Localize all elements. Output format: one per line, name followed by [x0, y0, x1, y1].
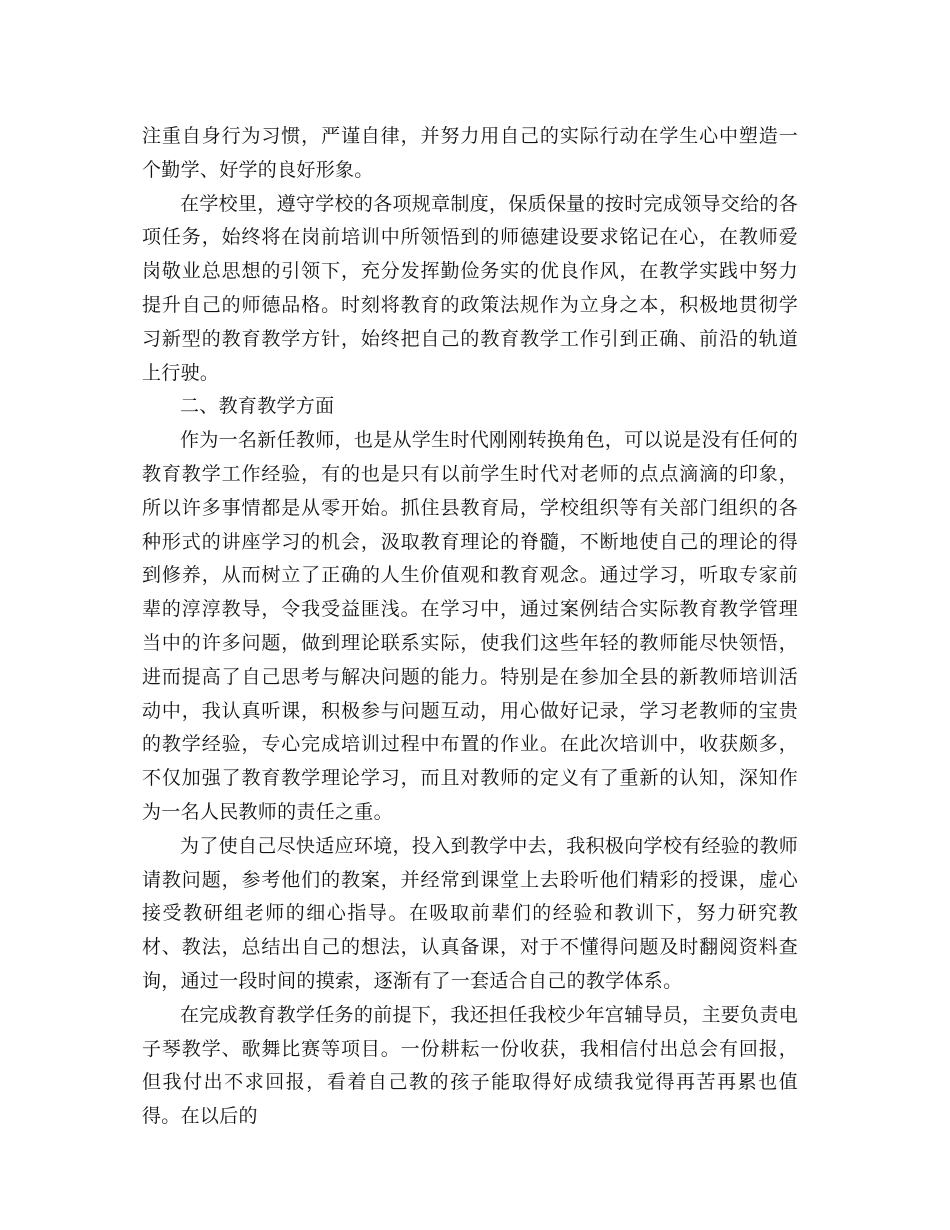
document-body	[142, 120, 798, 1134]
paragraph-adapt-environment: 为了使自己尽快适应环境，投入到教学中去，我积极向学校有经验的教师请教问题，参考他们的教案，并经常到课堂上去聆听他们精彩的授课，虚心接受教研组老师的细心指导。在吸取前辈们的经验和教训下，努力研究教材、教法，总结出自己的想法，认真备课，对于不懂得问题及时翻阅资料查询，通过一段时间的摸索，逐渐有了一套适合自己的教学体系。	[142, 834, 798, 992]
paragraph-school-rules: 在学校里，遵守学校的各项规章制度，保质保量的按时完成领导交给的各项任务，始终将在岗前培训中所领悟到的师德建设要求铭记在心，在教师爱岗敬业总思想的引领下，充分发挥勤俭务实的优良作风，在教学实践中努力提升自己的师德品格。时刻将教育的政策法规作为立身之本，积极地贯彻学习新型的教育教学方针，始终把自己的教育教学工作引到正确、前沿的轨道上行驶。	[142, 192, 798, 384]
paragraph-conduct-continued: 注重自身行为习惯，严谨自律，并努力用自己的实际行动在学生心中塑造一个勤学、好学的良好形象。	[142, 125, 798, 181]
section-heading-teaching: 二、教育教学方面	[180, 395, 335, 418]
paragraph-youth-palace: 在完成教育教学任务的前提下，我还担任我校少年宫辅导员，主要负责电子琴教学、歌舞比赛等项目。一份耕耘一份收获，我相信付出总会有回报，但我付出不求回报，看着自己教的孩子能取得好成绩我觉得再苦再累也值得。在以后的	[142, 1003, 798, 1128]
paragraph-new-teacher: 作为一名新任教师，也是从学生时代刚刚转换角色，可以说是没有任何的教育教学工作经验，有的也是只有以前学生时代对老师的点点滴滴的印象，所以许多事情都是从零开始。抓住县教育局，学校组织等有关部门组织的各种形式的讲座学习的机会，汲取教育理论的脊髓，不断地使自己的理论的得到修养，从而树立了正确的人生价值观和教育观念。通过学习，听取专家前辈的淳淳教导，令我受益匪浅。在学习中，通过案例结合实际教育教学管理当中的许多问题，做到理论联系实际，使我们这些年轻的教师能尽快领悟，进而提高了自己思考与解决问题的能力。特别是在参加全县的新教师培训活动中，我认真听课，积极参与问题互动，用心做好记录，学习老教师的宝贵的教学经验，专心完成培训过程中布置的作业。在此次培训中，收获颇多，不仅加强了教育教学理论学习，而且对教师的定义有了重新的认知，深知作为一名人民教师的责任之重。	[142, 429, 798, 823]
